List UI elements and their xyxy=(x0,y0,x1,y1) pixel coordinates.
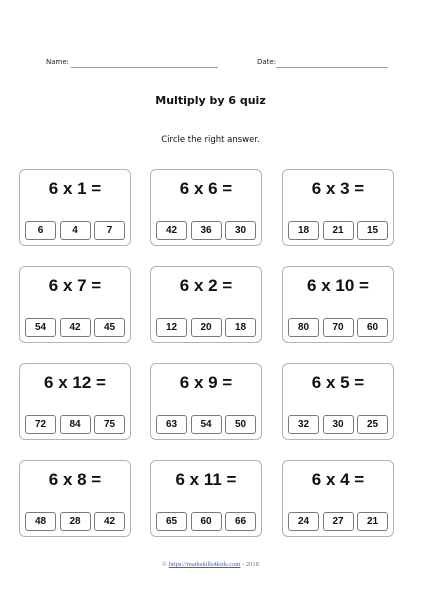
question-text: 6 x 8 = xyxy=(48,470,102,489)
answer-option[interactable]: 30 xyxy=(225,221,256,240)
question-text: 6 x 5 = xyxy=(311,373,365,392)
answer-option[interactable]: 32 xyxy=(288,415,319,434)
answer-option[interactable]: 4 xyxy=(60,221,91,240)
answer-option[interactable]: 27 xyxy=(323,512,354,531)
answer-options xyxy=(288,318,388,338)
answer-option[interactable]: 75 xyxy=(94,415,125,434)
question-text: 6 x 10 = xyxy=(307,276,369,295)
answer-option[interactable]: 50 xyxy=(225,415,256,434)
answer-option[interactable]: 12 xyxy=(156,318,187,337)
answer-option[interactable]: 42 xyxy=(156,221,187,240)
answer-options xyxy=(156,512,256,532)
question-text: 6 x 6 = xyxy=(179,179,233,198)
answer-option[interactable]: 66 xyxy=(225,512,256,531)
question-card xyxy=(150,363,262,440)
answer-options xyxy=(25,512,125,532)
question-text: 6 x 9 = xyxy=(179,373,233,392)
answer-option[interactable]: 80 xyxy=(288,318,319,337)
answer-option[interactable]: 25 xyxy=(357,415,388,434)
date-line[interactable] xyxy=(276,67,388,68)
answer-option[interactable]: 20 xyxy=(191,318,222,337)
question-card xyxy=(150,460,262,537)
answer-options xyxy=(25,415,125,435)
answer-options xyxy=(288,221,388,241)
answer-option[interactable]: 28 xyxy=(60,512,91,531)
answer-option[interactable]: 72 xyxy=(25,415,56,434)
answer-option[interactable]: 84 xyxy=(60,415,91,434)
question-card xyxy=(19,460,131,537)
question-card xyxy=(150,169,262,246)
question-text: 6 x 12 = xyxy=(44,373,106,392)
question-card xyxy=(282,460,394,537)
answer-options xyxy=(156,221,256,241)
answer-option[interactable]: 21 xyxy=(323,221,354,240)
answer-option[interactable]: 42 xyxy=(60,318,91,337)
copyright-symbol: © xyxy=(162,561,168,568)
instruction-text: Circle the right answer. xyxy=(161,135,260,145)
answer-options xyxy=(156,415,256,435)
answer-option[interactable]: 54 xyxy=(25,318,56,337)
question-card xyxy=(282,169,394,246)
answer-option[interactable]: 48 xyxy=(25,512,56,531)
answer-option[interactable]: 18 xyxy=(225,318,256,337)
question-text: 6 x 11 = xyxy=(175,470,237,489)
name-line[interactable] xyxy=(71,67,218,68)
answer-option[interactable]: 30 xyxy=(323,415,354,434)
answer-option[interactable]: 7 xyxy=(94,221,125,240)
answer-options xyxy=(156,318,256,338)
answer-options xyxy=(288,415,388,435)
question-text: 6 x 2 = xyxy=(179,276,233,295)
answer-option[interactable]: 24 xyxy=(288,512,319,531)
answer-options xyxy=(25,221,125,241)
question-card xyxy=(19,169,131,246)
answer-option[interactable]: 18 xyxy=(288,221,319,240)
answer-option[interactable]: 45 xyxy=(94,318,125,337)
answer-option[interactable]: 60 xyxy=(191,512,222,531)
answer-option[interactable]: 65 xyxy=(156,512,187,531)
question-card xyxy=(282,266,394,343)
answer-option[interactable]: 36 xyxy=(191,221,222,240)
date-label: Date: xyxy=(257,58,277,66)
answer-option[interactable]: 21 xyxy=(357,512,388,531)
name-label: Name: xyxy=(46,58,70,66)
footer-year: - 2018 xyxy=(242,561,259,568)
page-title: Multiply by 6 quiz xyxy=(155,94,266,107)
question-card xyxy=(19,363,131,440)
answer-option[interactable]: 42 xyxy=(94,512,125,531)
question-text: 6 x 1 = xyxy=(48,179,102,198)
question-text: 6 x 7 = xyxy=(48,276,102,295)
website-link[interactable]: https://mathskills4kids.com xyxy=(168,561,241,568)
question-text: 6 x 3 = xyxy=(311,179,365,198)
answer-option[interactable]: 63 xyxy=(156,415,187,434)
answer-option[interactable]: 54 xyxy=(191,415,222,434)
answer-option[interactable]: 15 xyxy=(357,221,388,240)
answer-options xyxy=(25,318,125,338)
question-text: 6 x 4 = xyxy=(311,470,365,489)
answer-option[interactable]: 60 xyxy=(357,318,388,337)
answer-options xyxy=(288,512,388,532)
answer-option[interactable]: 6 xyxy=(25,221,56,240)
question-card xyxy=(19,266,131,343)
question-card xyxy=(150,266,262,343)
footer xyxy=(0,561,421,568)
answer-option[interactable]: 70 xyxy=(323,318,354,337)
question-card xyxy=(282,363,394,440)
